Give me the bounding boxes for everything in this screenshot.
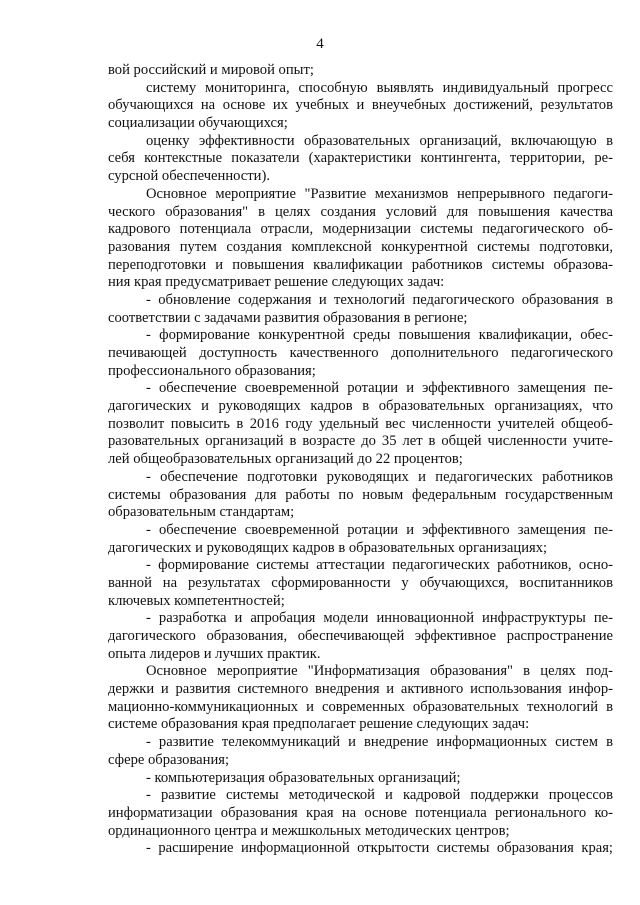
text-line: дагогических и руководящих кадров в образовательных организациях; [108,539,548,556]
text-line: систему мониторинга, способную выявлять индивидуальный прогресс [146,79,613,96]
text-line: опыта лидеров и лучших практик. [108,645,321,662]
text-line: информатизации образования края на основе потенциала регионального ко- [108,804,613,821]
text-line: ключевых компетентностей; [108,592,285,609]
text-line: ванной на результатах сформированности у обучающихся, воспитанников [108,574,613,591]
text-line: сфере образования; [108,751,230,768]
text-line: мационно-коммуникационных и современных образовательных технологий в [108,698,613,715]
text-line: оценку эффективности образовательных организаций, включающую в [146,132,613,149]
text-line: позволит повысить в 2016 году удельный вес численности учителей общеоб- [108,415,613,432]
text-line: дагогического образования, обеспечивающей эффективное распространение [108,628,613,644]
text-line: ния края предусматривает решение следующих задач: [108,274,445,291]
body-text [108,62,613,858]
text-line: дагогических и руководящих кадров в образовательных организациях, что [108,398,613,415]
text-line: соответствии с задачами развития образования в регионе; [108,309,468,326]
text-line: - формирование системы аттестации педагогических работников, осно- [146,557,613,574]
text-line: переподготовки и повышения квалификации работников системы образова- [108,256,613,273]
text-line: Основное мероприятие "Развитие механизмов непрерывного педагоги- [146,185,613,202]
text-line: обучающихся на основе их учебных и внеучебных достижений, результатов [108,97,613,114]
text-line: профессионального образования; [108,362,316,379]
text-line: - обеспечение подготовки руководящих и педагогических работников [146,468,613,485]
text-line: системе образования края предполагает решение следующих задач: [108,716,530,733]
text-line: кадрового потенциала отрасли, модернизации системы педагогического об- [108,221,613,238]
text-line: Основное мероприятие "Информатизация образования" в целях под- [146,663,613,680]
text-line: - развитие системы методической и кадровой поддержки процессов [146,787,613,804]
text-line: печивающей доступность качественного дополнительного педагогического [108,345,613,361]
text-line: - формирование конкурентной среды повышения квалификации, обес- [146,327,613,344]
text-line: ординационного центра и межшкольных методических центров; [108,822,510,839]
text-line: ческого образования" в целях создания условий для повышения качества [108,203,613,220]
text-line: - обеспечение своевременной ротации и эффективного замещения пе- [146,521,613,538]
text-line: - расширение информационной открытости системы образования края; [146,840,613,857]
text-line: - компьютеризация образовательных организаций; [146,769,461,786]
text-line: социализации обучающихся; [108,115,288,132]
text-line: - обеспечение своевременной ротации и эффективного замещения пе- [146,380,613,397]
page-number: 4 [316,36,324,52]
text-line: - развитие телекоммуникаций и внедрение информационных систем в [146,734,613,751]
text-line: разования путем создания комплексной конкурентной системы подготовки, [108,238,613,255]
text-line: вой российский и мировой опыт; [108,62,314,78]
text-line: системы образования для работы по новым федеральным государственным [108,486,613,503]
text-line: держки и развития системного внедрения и активного использования инфор- [108,681,613,698]
text-line: - обновление содержания и технологий педагогического образования в [146,291,613,308]
text-line: образовательным стандартам; [108,504,295,521]
text-line: разовательных организаций в возрасте до 35 лет в общей численности учите- [108,433,613,450]
text-line: сурсной обеспеченности). [108,168,270,185]
text-line: - разработка и апробация модели инновационной инфраструктуры пе- [146,610,613,627]
text-line: себя контекстные показатели (характеристики контингента, территории, ре- [108,150,613,167]
text-line: лей общеобразовательных организаций до 22 процентов; [108,451,463,468]
